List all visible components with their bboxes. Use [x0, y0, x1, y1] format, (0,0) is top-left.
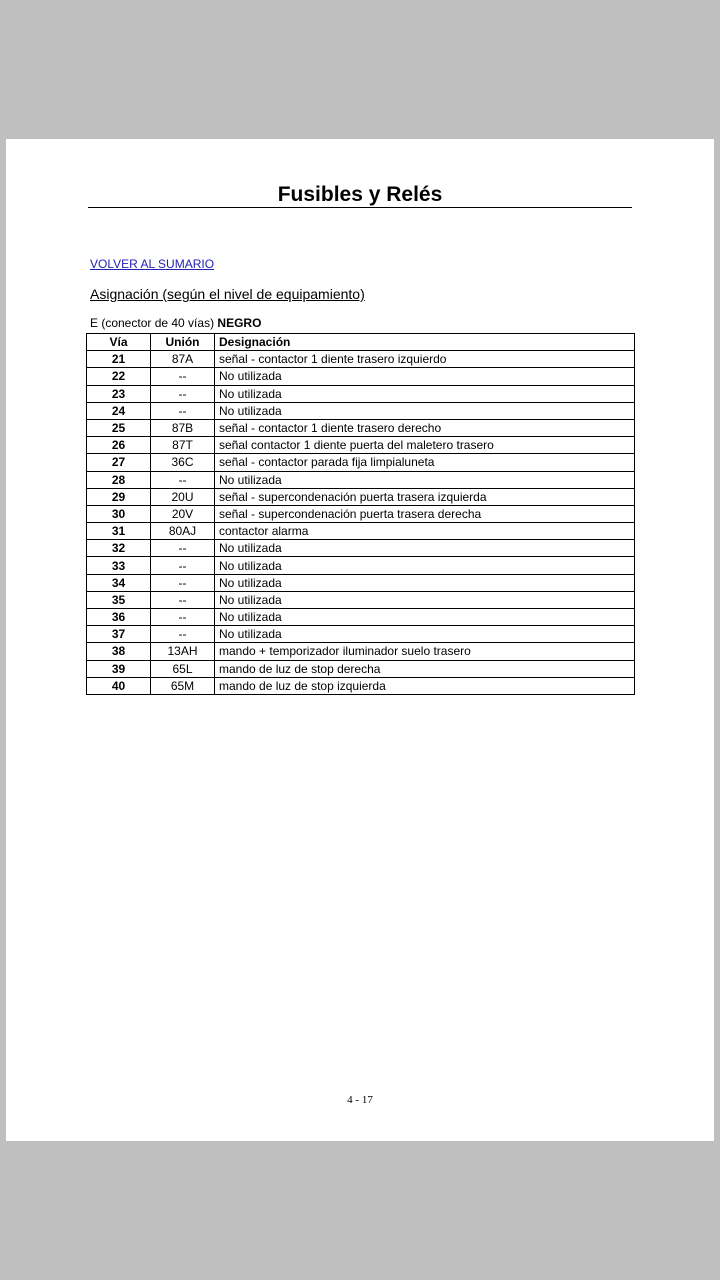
table-row [87, 368, 635, 385]
cell-via: 23 [87, 385, 151, 402]
table-row [87, 557, 635, 574]
table-body [87, 351, 635, 695]
cell-via: 25 [87, 419, 151, 436]
table-row [87, 505, 635, 522]
table-row [87, 574, 635, 591]
cell-via: 36 [87, 609, 151, 626]
cell-via: 37 [87, 626, 151, 643]
title-divider [88, 207, 632, 208]
table-row [87, 385, 635, 402]
back-to-summary-link[interactable]: VOLVER AL SUMARIO [90, 257, 215, 271]
cell-via: 28 [87, 471, 151, 488]
header-designacion: Designación [215, 334, 635, 351]
table-row [87, 540, 635, 557]
cell-designacion: señal - contactor 1 diente trasero izquierdo [215, 351, 635, 368]
cell-union: -- [151, 574, 215, 591]
cell-designacion: No utilizada [215, 591, 635, 608]
table-row [87, 626, 635, 643]
cell-via: 40 [87, 677, 151, 694]
cell-via: 38 [87, 643, 151, 660]
cell-designacion: No utilizada [215, 540, 635, 557]
table-row [87, 591, 635, 608]
cell-via: 39 [87, 660, 151, 677]
cell-designacion: mando de luz de stop izquierda [215, 677, 635, 694]
cell-via: 30 [87, 505, 151, 522]
cell-via: 26 [87, 437, 151, 454]
cell-via: 32 [87, 540, 151, 557]
cell-via: 22 [87, 368, 151, 385]
cell-designacion: contactor alarma [215, 523, 635, 540]
table-row [87, 351, 635, 368]
cell-designacion: señal contactor 1 diente puerta del maletero trasero [215, 437, 635, 454]
cell-designacion: No utilizada [215, 557, 635, 574]
cell-via: 33 [87, 557, 151, 574]
section-subtitle: Asignación (según el nivel de equipamiento) [90, 286, 365, 302]
cell-union: -- [151, 471, 215, 488]
cell-via: 29 [87, 488, 151, 505]
cell-union: -- [151, 385, 215, 402]
cell-union: -- [151, 540, 215, 557]
cell-designacion: señal - contactor 1 diente trasero derecho [215, 419, 635, 436]
cell-union: 65L [151, 660, 215, 677]
cell-via: 27 [87, 454, 151, 471]
header-union: Unión [151, 334, 215, 351]
cell-designacion: No utilizada [215, 368, 635, 385]
cell-via: 35 [87, 591, 151, 608]
cell-designacion: No utilizada [215, 402, 635, 419]
cell-union: 87B [151, 419, 215, 436]
cell-designacion: No utilizada [215, 626, 635, 643]
table-row [87, 660, 635, 677]
table-row [87, 471, 635, 488]
table-row [87, 402, 635, 419]
header-via: Vía [87, 334, 151, 351]
cell-union: 87T [151, 437, 215, 454]
cell-via: 34 [87, 574, 151, 591]
cell-via: 21 [87, 351, 151, 368]
cell-union: 36C [151, 454, 215, 471]
cell-designacion: No utilizada [215, 609, 635, 626]
cell-designacion: mando + temporizador iluminador suelo trasero [215, 643, 635, 660]
cell-union: -- [151, 557, 215, 574]
cell-designacion: mando de luz de stop derecha [215, 660, 635, 677]
table-row [87, 437, 635, 454]
cell-union: 20U [151, 488, 215, 505]
cell-union: -- [151, 609, 215, 626]
cell-union: 80AJ [151, 523, 215, 540]
pin-assignment-table [86, 333, 635, 695]
cell-designacion: señal - supercondenación puerta trasera izquierda [215, 488, 635, 505]
table-row [87, 609, 635, 626]
table-row [87, 488, 635, 505]
cell-union: -- [151, 591, 215, 608]
cell-union: 65M [151, 677, 215, 694]
cell-union: -- [151, 626, 215, 643]
table-row [87, 454, 635, 471]
cell-union: 87A [151, 351, 215, 368]
cell-designacion: No utilizada [215, 574, 635, 591]
table-header-row [87, 334, 635, 351]
table-row [87, 523, 635, 540]
cell-designacion: No utilizada [215, 471, 635, 488]
cell-via: 24 [87, 402, 151, 419]
cell-designacion: señal - contactor parada fija limpialuneta [215, 454, 635, 471]
table-row [87, 419, 635, 436]
cell-union: 20V [151, 505, 215, 522]
cell-union: 13AH [151, 643, 215, 660]
connector-color: NEGRO [217, 316, 262, 330]
table-row [87, 677, 635, 694]
page-number: 4 - 17 [347, 1094, 373, 1106]
cell-via: 31 [87, 523, 151, 540]
connector-caption [90, 316, 261, 330]
cell-union: -- [151, 368, 215, 385]
connector-label: E (conector de 40 vías) [90, 316, 215, 330]
table-row [87, 643, 635, 660]
cell-designacion: señal - supercondenación puerta trasera derecha [215, 505, 635, 522]
cell-designacion: No utilizada [215, 385, 635, 402]
page-title: Fusibles y Relés [277, 183, 443, 206]
cell-union: -- [151, 402, 215, 419]
